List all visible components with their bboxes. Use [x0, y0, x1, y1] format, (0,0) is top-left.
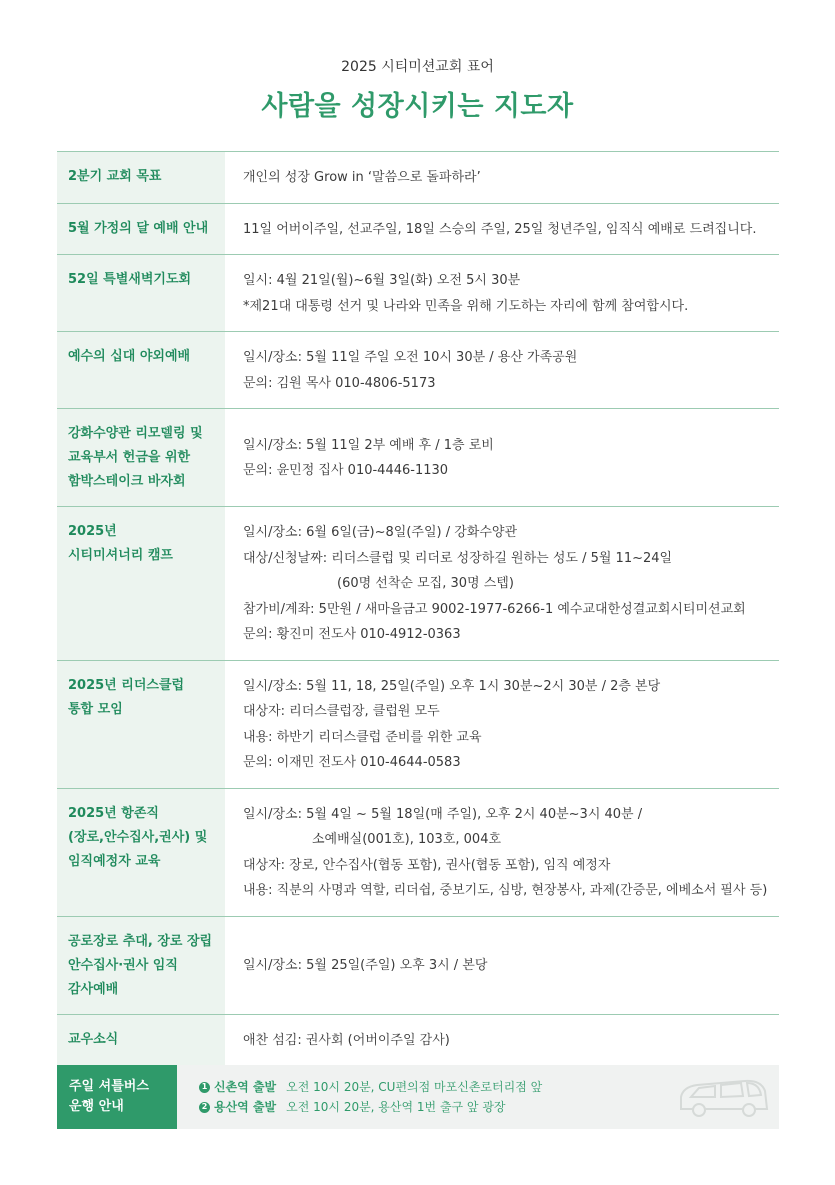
- row-label-line: 2025년 리더스클럽: [68, 677, 185, 693]
- row-content-line: 내용: 직분의 사명과 역할, 리더쉽, 중보기도, 심방, 현장봉사, 과제(간증문, 에베소서 필사 등): [243, 883, 768, 898]
- shuttle-stop: 신촌역 출발: [214, 1080, 277, 1094]
- row-label-line: 공로장로 추대, 장로 장립: [68, 933, 213, 949]
- row-content-line: 문의: 황진미 전도사 010-4912-0363: [243, 627, 461, 642]
- row-content-line: 일시: 4월 21일(월)~6월 3일(화) 오전 5시 30분: [243, 273, 521, 288]
- row-label-line: 5월 가정의 달 예배 안내: [68, 220, 209, 236]
- row-label-line: 교육부서 헌금을 위한: [68, 450, 191, 465]
- row-label-line: 시티미셔너리 캠프: [68, 548, 173, 563]
- shuttle-detail: 오전 10시 20분, 용산역 1번 출구 앞 광장: [286, 1100, 506, 1114]
- row-label: [57, 507, 225, 660]
- row-content-line: 소예배실(001호), 103호, 004호: [312, 832, 502, 847]
- row-content: [225, 152, 779, 203]
- table-row: [57, 507, 779, 661]
- row-label: [57, 255, 225, 331]
- row-content-line: 일시/장소: 5월 4일 ~ 5월 18일(매 주일), 오후 2시 40분~3시 40분 /: [243, 806, 643, 822]
- row-content-line: 11일 어버이주일, 선교주일, 18일 스승의 주일, 25일 청년주일, 임직식 예배로 드려집니다.: [243, 221, 757, 237]
- row-content-line: 일시/장소: 5월 25일(주일) 오후 3시 / 본당: [243, 957, 488, 973]
- row-content-line: 대상자: 리더스클럽장, 클럽원 모두: [243, 704, 440, 719]
- row-content-line: 대상/신청날짜: 리더스클럽 및 리더로 성장하길 원하는 성도 / 5월 11~24일: [243, 550, 673, 566]
- row-content-line: 내용: 하반기 리더스클럽 준비를 위한 교육: [243, 729, 482, 745]
- bus-icon: [675, 1075, 771, 1121]
- row-content: [225, 409, 779, 506]
- row-content-line: 대상자: 장로, 안수집사(협동 포함), 권사(협동 포함), 임직 예정자: [243, 857, 611, 873]
- row-content: [225, 204, 779, 255]
- table-row: [57, 204, 779, 256]
- row-label: [57, 152, 225, 203]
- row-content: [225, 332, 779, 408]
- table-row: [57, 332, 779, 409]
- number-badge: 1: [199, 1082, 210, 1093]
- table-row: [57, 917, 779, 1015]
- row-label-line: 강화수양관 리모델링 및: [68, 426, 203, 441]
- page-title: 사람을 성장시키는 지도자: [261, 91, 574, 122]
- row-content-line: 문의: 윤민정 집사 010-4446-1130: [243, 463, 449, 478]
- table-row: [57, 1015, 779, 1067]
- row-label: [57, 204, 225, 255]
- row-label-line: 교우소식: [68, 1031, 119, 1047]
- row-label: [57, 332, 225, 408]
- number-badge: 2: [199, 1102, 210, 1113]
- shuttle-info: [57, 1065, 779, 1129]
- header: [0, 56, 835, 123]
- row-content-line: (60명 선착순 모집, 30명 스텝): [337, 576, 514, 591]
- row-label-line: 2분기 교회 목표: [68, 169, 162, 184]
- row-content-line: 일시/장소: 5월 11, 18, 25일(주일) 오후 1시 30분~2시 30분 / 2층 본당: [243, 678, 661, 694]
- row-label: [57, 789, 225, 916]
- row-label-line: 통합 모임: [68, 701, 123, 717]
- row-label: [57, 661, 225, 788]
- table-row: [57, 661, 779, 789]
- shuttle-label-line: 주일 셔틀버스: [69, 1079, 149, 1094]
- row-label-line: 감사예배: [68, 981, 119, 997]
- row-label-line: 함박스테이크 바자회: [68, 474, 186, 489]
- row-label-line: 임직예정자 교육: [68, 853, 161, 869]
- row-content: [225, 255, 779, 331]
- page-subtitle: 2025 시티미션교회 표어: [341, 59, 494, 75]
- table-row: [57, 152, 779, 204]
- row-label-line: 안수집사·권사 임직: [68, 957, 178, 973]
- table-row: [57, 255, 779, 332]
- row-content: [225, 507, 779, 660]
- row-label-line: 예수의 십대 야외예배: [68, 349, 191, 364]
- row-content-line: 문의: 김원 목사 010-4806-5173: [243, 375, 436, 391]
- row-label: [57, 917, 225, 1014]
- row-label: [57, 1015, 225, 1066]
- row-content-line: 개인의 성장 Grow in ‘말씀으로 돌파하라’: [243, 170, 481, 185]
- shuttle-stop: 용산역 출발: [214, 1100, 277, 1114]
- row-label-line: (장로,안수집사,권사) 및: [68, 829, 208, 845]
- row-content: [225, 789, 779, 916]
- row-content: [225, 661, 779, 788]
- row-label-line: 2025년: [68, 524, 117, 539]
- table-row: [57, 789, 779, 917]
- row-label: [57, 409, 225, 506]
- row-content: [225, 917, 779, 1014]
- row-content-line: 일시/장소: 5월 11일 주일 오전 10시 30분 / 용산 가족공원: [243, 350, 578, 365]
- row-content-line: 애찬 섬김: 권사회 (어버이주일 감사): [243, 1032, 450, 1048]
- announcement-table: [57, 151, 779, 1066]
- shuttle-detail: 오전 10시 20분, CU편의점 마포신촌로터리점 앞: [286, 1080, 543, 1094]
- row-content: [225, 1015, 779, 1066]
- row-label-line: 52일 특별새벽기도회: [68, 272, 192, 287]
- row-content-line: 일시/장소: 6월 6일(금)~8일(주일) / 강화수양관: [243, 525, 518, 540]
- shuttle-label: [57, 1065, 177, 1129]
- row-content-line: *제21대 대통령 선거 및 나라와 민족을 위해 기도하는 자리에 함께 참여합시다.: [243, 298, 689, 314]
- row-content-line: 참가비/계좌: 5만원 / 새마을금고 9002-1977-6266-1 예수교대한성결교회시티미션교회: [243, 601, 746, 617]
- table-row: [57, 409, 779, 507]
- row-content-line: 문의: 이재민 전도사 010-4644-0583: [243, 755, 461, 770]
- row-label-line: 2025년 항존직: [68, 805, 159, 821]
- row-content-line: 일시/장소: 5월 11일 2부 예배 후 / 1층 로비: [243, 437, 494, 453]
- shuttle-label-line: 운행 안내: [69, 1099, 124, 1114]
